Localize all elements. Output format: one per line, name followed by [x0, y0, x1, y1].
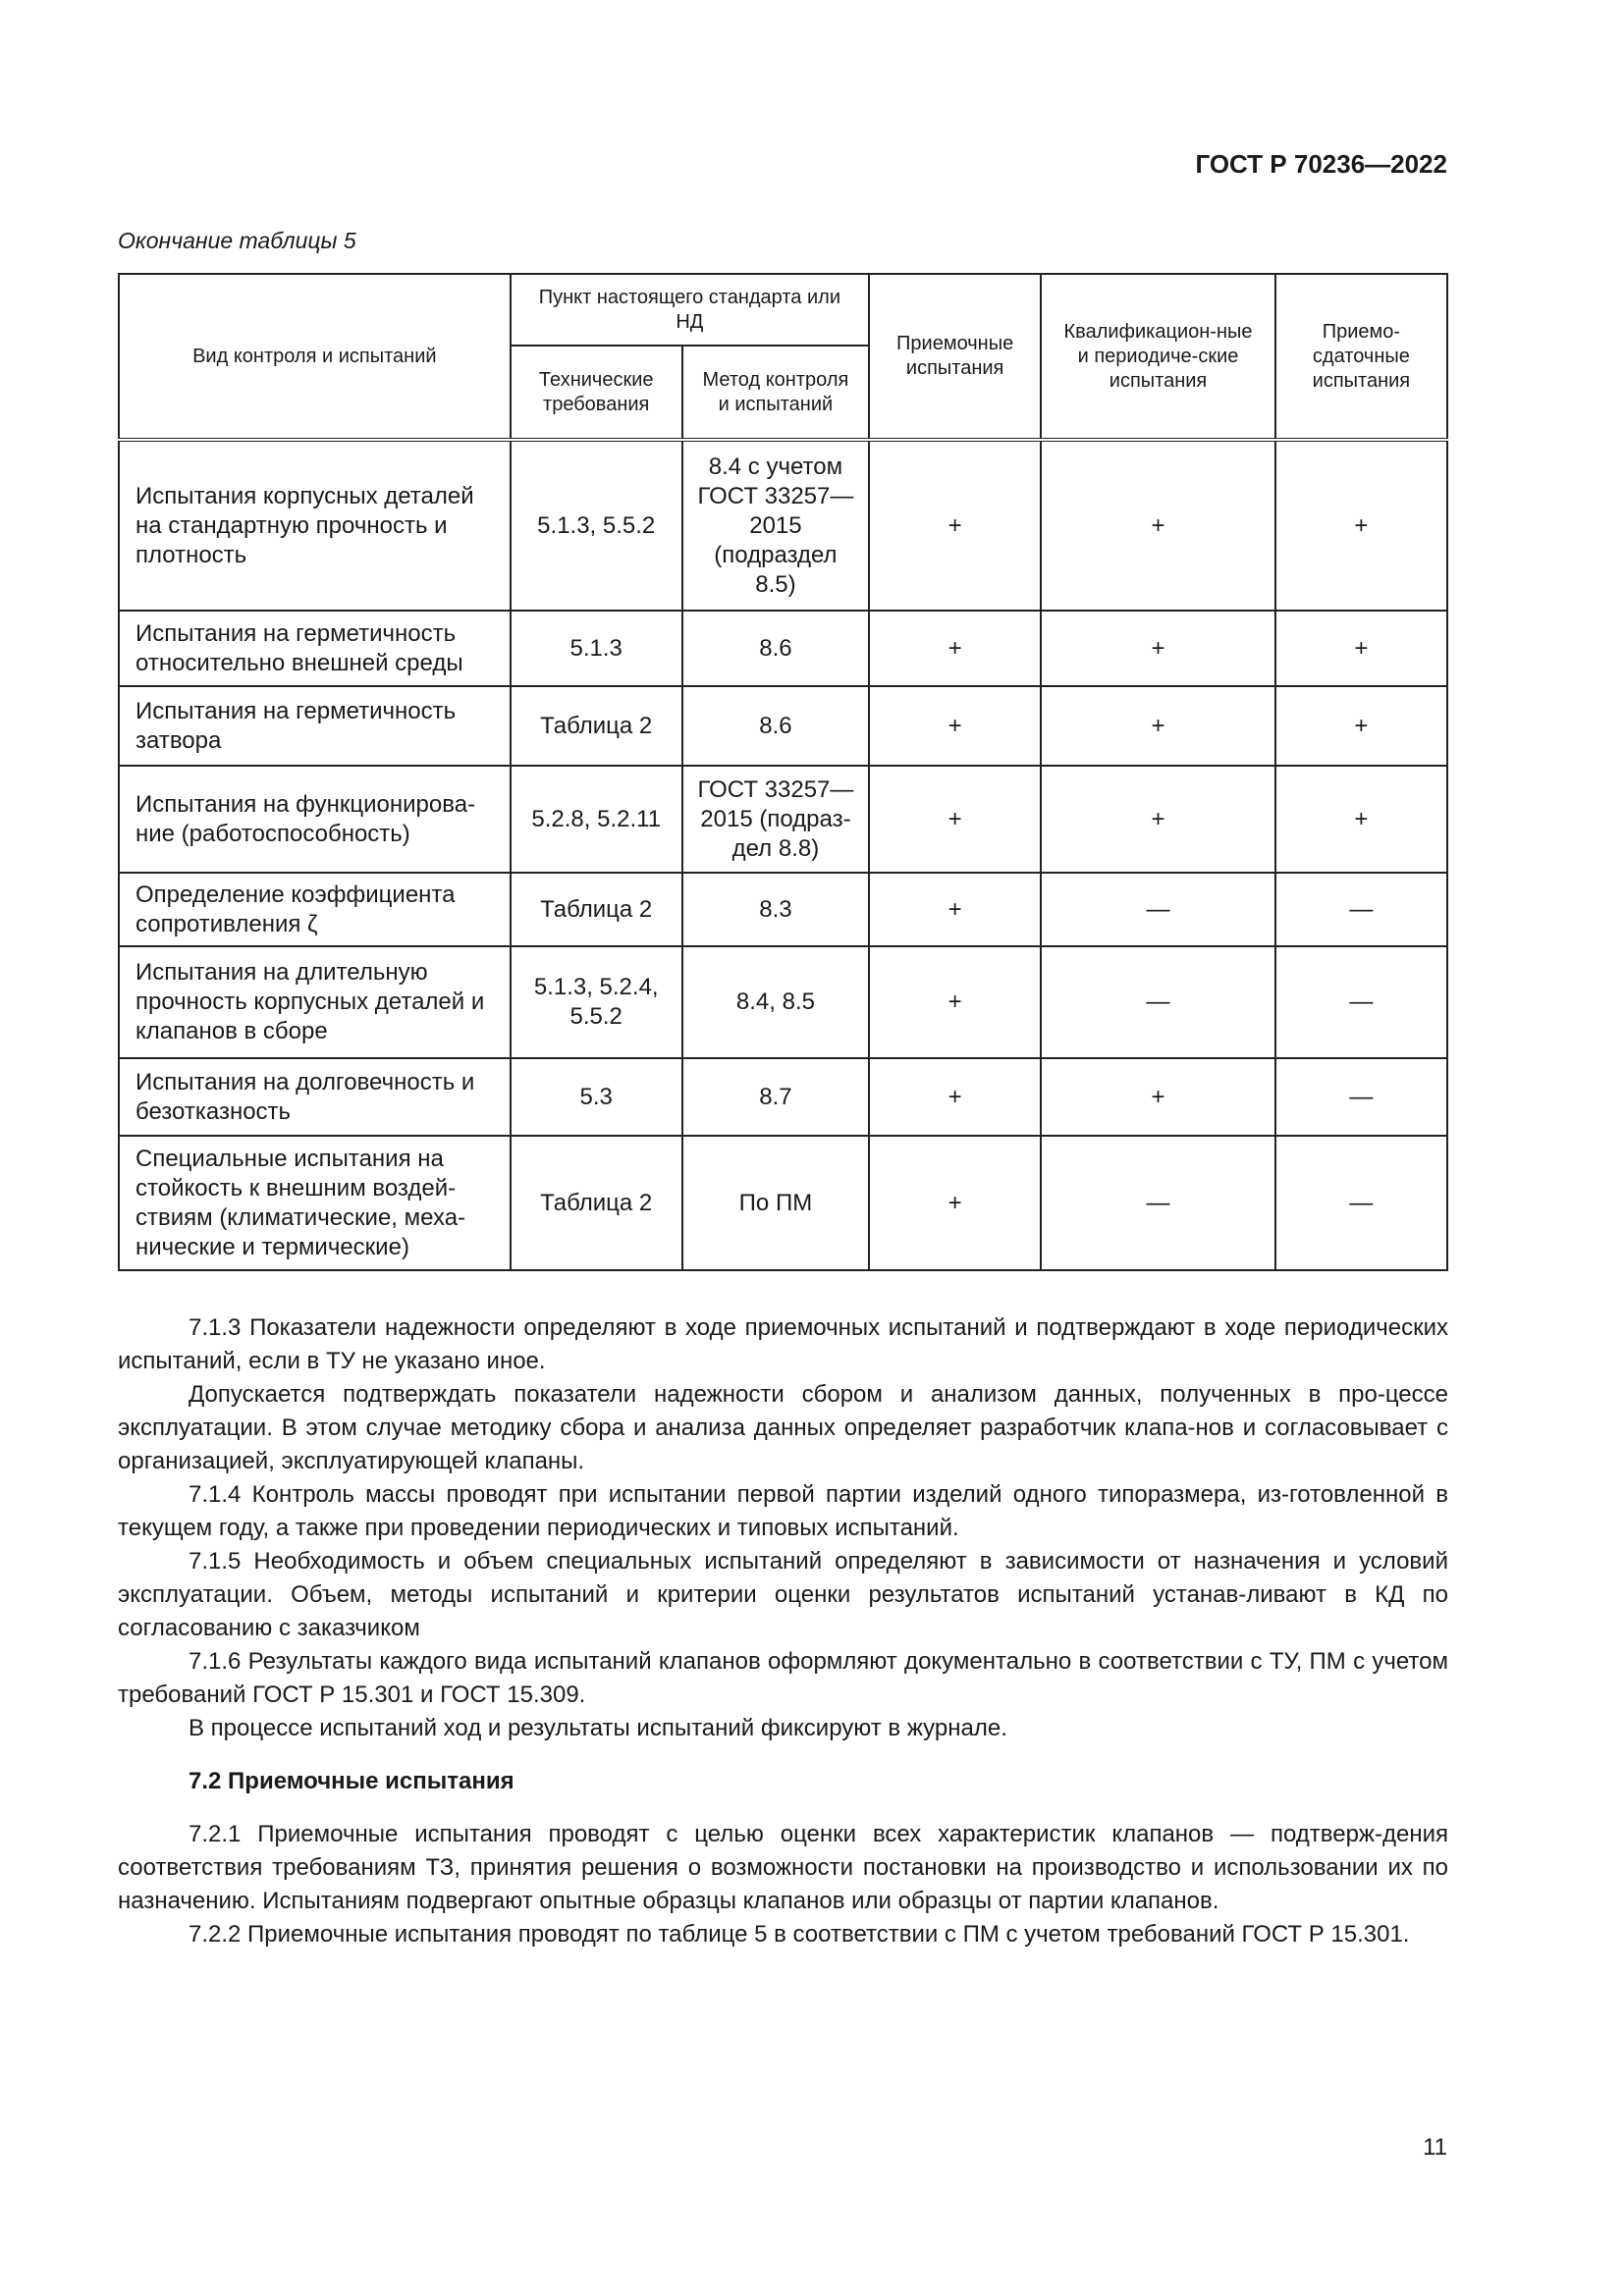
- cell-qualification: +: [1041, 766, 1275, 873]
- cell-name: Испытания на герметичность затвора: [119, 686, 511, 766]
- page-number: 11: [1423, 2134, 1447, 2161]
- cell-method: 8.7: [682, 1058, 869, 1136]
- section-heading: 7.2 Приемочные испытания: [189, 1768, 514, 1794]
- table-row: [119, 946, 1447, 1058]
- paragraph-7-1-5: 7.1.5 Необходимость и объем специальных испытаний определяют в зависимости от назначения и условий эксплуатации. Объем, методы испытаний и критерии оценки результатов испытаний устанав-ливают в КД по согласованию с заказчиком: [118, 1548, 1448, 1641]
- cell-acceptance: +: [869, 873, 1041, 946]
- header-acceptance: Приемочные испытания: [869, 274, 1041, 440]
- cell-method: По ПМ: [682, 1136, 869, 1270]
- cell-method: 8.3: [682, 873, 869, 946]
- cell-acceptance: +: [869, 611, 1041, 686]
- header-kind: Вид контроля и испытаний: [119, 274, 511, 440]
- cell-acceptance: +: [869, 686, 1041, 766]
- cell-acceptance: +: [869, 946, 1041, 1058]
- paragraph: В процессе испытаний ход и результаты испытаний фиксируют в журнале.: [189, 1715, 1007, 1741]
- cell-name: Определение коэффициента сопротивления ζ: [119, 873, 511, 946]
- cell-delivery: +: [1275, 686, 1447, 766]
- cell-tech: Таблица 2: [511, 686, 682, 766]
- cell-name: Специальные испытания на стойкость к внешним воздей-ствиям (климатические, меха-нические и термические): [119, 1136, 511, 1270]
- paragraph-7-2-1: 7.2.1 Приемочные испытания проводят с целью оценки всех характеристик клапанов — подтверж-дения соответствия требованиям ТЗ, принятия решения о возможности постановки на производство и использовании их по назначению. Испытаниям подвергают опытные образцы клапанов или образцы от партии клапанов.: [118, 1821, 1448, 1914]
- table-row: [119, 766, 1447, 873]
- table-row: [119, 611, 1447, 686]
- cell-tech: Таблица 2: [511, 1136, 682, 1270]
- cell-name: Испытания на герметичность относительно внешней среды: [119, 611, 511, 686]
- body-text: [118, 1311, 1448, 1951]
- cell-delivery: +: [1275, 766, 1447, 873]
- cell-qualification: +: [1041, 611, 1275, 686]
- table-row: [119, 686, 1447, 766]
- cell-qualification: +: [1041, 1058, 1275, 1136]
- cell-delivery: —: [1275, 1136, 1447, 1270]
- header-tech-req: Технические требования: [511, 346, 682, 440]
- paragraph-7-1-6: 7.1.6 Результаты каждого вида испытаний клапанов оформляют документально в соответствии с ТУ, ПМ с учетом требований ГОСТ Р 15.301 и ГОСТ 15.309.: [118, 1648, 1448, 1708]
- header-method: Метод контроля и испытаний: [682, 346, 869, 440]
- cell-acceptance: +: [869, 440, 1041, 611]
- header-delivery: Приемо-сдаточные испытания: [1275, 274, 1447, 440]
- table-caption: Окончание таблицы 5: [118, 228, 356, 253]
- cell-tech: 5.3: [511, 1058, 682, 1136]
- cell-qualification: —: [1041, 946, 1275, 1058]
- cell-method: 8.4, 8.5: [682, 946, 869, 1058]
- test-table: [118, 273, 1448, 1271]
- cell-delivery: —: [1275, 873, 1447, 946]
- cell-tech: 5.1.3: [511, 611, 682, 686]
- cell-tech: 5.1.3, 5.2.4, 5.5.2: [511, 946, 682, 1058]
- cell-qualification: —: [1041, 1136, 1275, 1270]
- paragraph-7-1-4: 7.1.4 Контроль массы проводят при испытании первой партии изделий одного типоразмера, из-готовленной в текущем году, а также при проведении периодических и типовых испытаний.: [118, 1481, 1448, 1541]
- cell-delivery: —: [1275, 1058, 1447, 1136]
- header-clause-group: Пункт настоящего стандарта или НД: [511, 274, 869, 346]
- cell-qualification: +: [1041, 440, 1275, 611]
- cell-delivery: +: [1275, 440, 1447, 611]
- cell-acceptance: +: [869, 766, 1041, 873]
- table-row: [119, 1058, 1447, 1136]
- cell-name: Испытания корпусных деталей на стандартную прочность и плотность: [119, 440, 511, 611]
- table-row: [119, 440, 1447, 611]
- header-qualification: Квалификацион-ные и периодиче-ские испытания: [1041, 274, 1275, 440]
- cell-delivery: +: [1275, 611, 1447, 686]
- cell-qualification: —: [1041, 873, 1275, 946]
- cell-name: Испытания на длительную прочность корпусных деталей и клапанов в сборе: [119, 946, 511, 1058]
- cell-method: 8.6: [682, 611, 869, 686]
- paragraph-7-2-2: 7.2.2 Приемочные испытания проводят по таблице 5 в соответствии с ПМ с учетом требований ГОСТ Р 15.301.: [189, 1921, 1410, 1948]
- cell-tech: 5.1.3, 5.5.2: [511, 440, 682, 611]
- cell-acceptance: +: [869, 1136, 1041, 1270]
- cell-delivery: —: [1275, 946, 1447, 1058]
- paragraph-7-1-3: 7.1.3 Показатели надежности определяют в ходе приемочных испытаний и подтверждают в ходе периодических испытаний, если в ТУ не указано иное.: [118, 1314, 1448, 1374]
- cell-tech: Таблица 2: [511, 873, 682, 946]
- document-code: ГОСТ Р 70236—2022: [1195, 149, 1447, 179]
- cell-name: Испытания на функционирова-ние (работоспособность): [119, 766, 511, 873]
- cell-method: ГОСТ 33257—2015 (подраз-дел 8.8): [682, 766, 869, 873]
- table-row: [119, 1136, 1447, 1270]
- cell-method: 8.6: [682, 686, 869, 766]
- table-row: [119, 873, 1447, 946]
- cell-tech: 5.2.8, 5.2.11: [511, 766, 682, 873]
- cell-qualification: +: [1041, 686, 1275, 766]
- cell-name: Испытания на долговечность и безотказность: [119, 1058, 511, 1136]
- cell-method: 8.4 с учетом ГОСТ 33257—2015 (подраздел 8.5): [682, 440, 869, 611]
- cell-acceptance: +: [869, 1058, 1041, 1136]
- paragraph: Допускается подтверждать показатели надежности сбором и анализом данных, полученных в про-цессе эксплуатации. В этом случае методику сбора и анализа данных определяет разработчик клапа-нов и согласовывает с организацией, эксплуатирующей клапаны.: [118, 1381, 1448, 1474]
